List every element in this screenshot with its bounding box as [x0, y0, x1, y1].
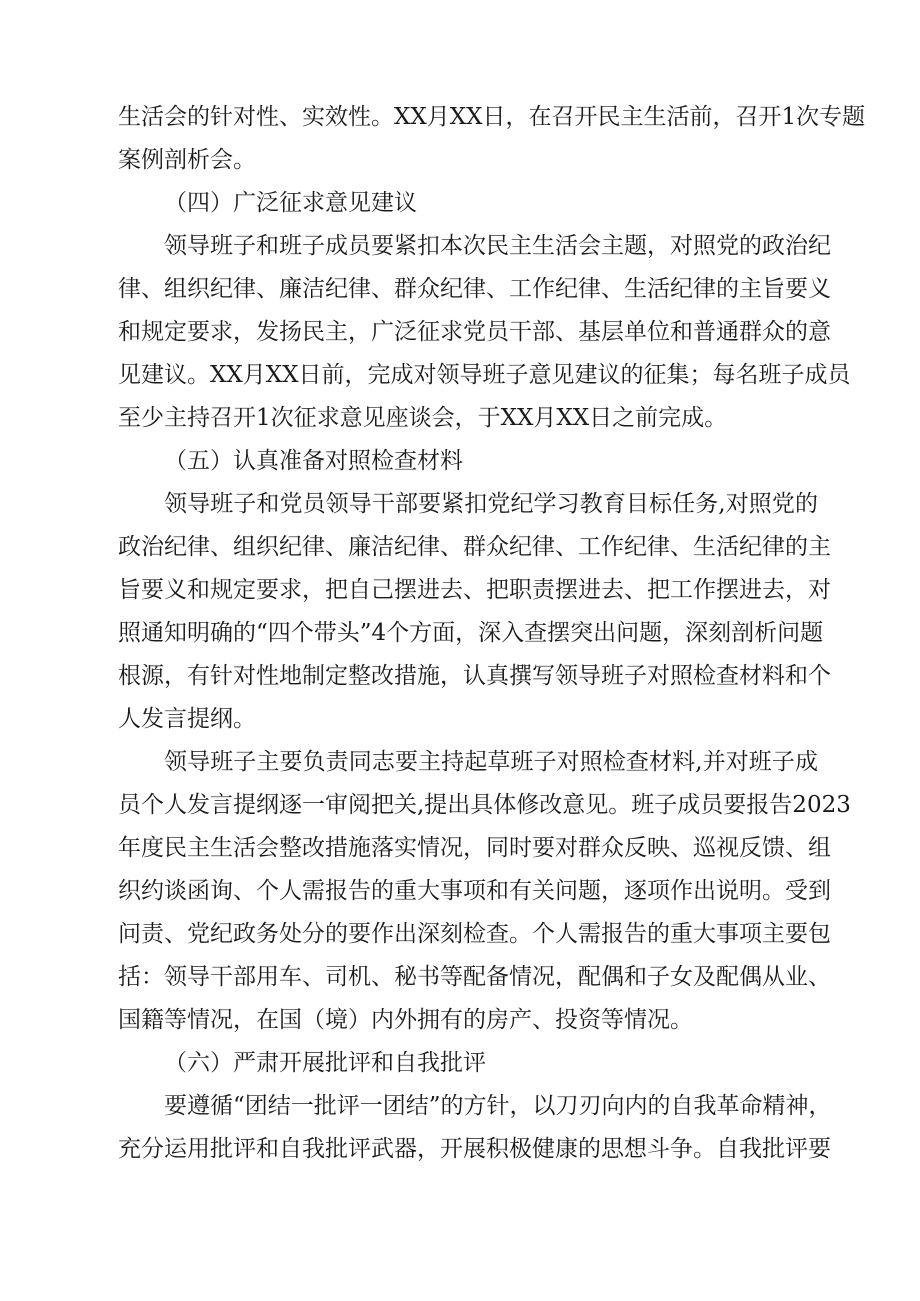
- body-line: 和规定要求，发扬民主，广泛征求党员干部、基层单位和普通群众的意: [118, 319, 831, 345]
- section-heading-4: （四）广泛征求意见建议: [164, 190, 417, 216]
- section-heading-6: （六）严肃开展批评和自我批评: [164, 1050, 486, 1076]
- body-line: 问责、党纪政务处分的要作出深刻检查。个人需报告的重大事项主要包: [118, 921, 831, 947]
- body-line: 至少主持召开1次征求意见座谈会，于XX月XX日之前完成。: [118, 405, 728, 431]
- body-line: 织约谈函询、个人需报告的重大事项和有关问题，逐项作出说明。受到: [118, 878, 831, 904]
- body-line: 员个人发言提纲逐一审阅把关,提出具体修改意见。班子成员要报告2023: [118, 792, 851, 818]
- body-line: 要遵循“团结一批评一团结”的方针，以刀刃向内的自我革命精神，: [164, 1093, 832, 1119]
- body-line: 人发言提纲。: [118, 706, 256, 732]
- body-line: 旨要义和规定要求，把自己摆进去、把职责摆进去、把工作摆进去，对: [118, 577, 831, 603]
- body-line: 政治纪律、组织纪律、廉洁纪律、群众纪律、工作纪律、生活纪律的主: [118, 534, 831, 560]
- body-line: 案例剖析会。: [118, 147, 256, 173]
- section-heading-5: （五）认真准备对照检查材料: [164, 448, 463, 474]
- body-line: 根源，有针对性地制定整改措施，认真撰写领导班子对照检查材料和个: [118, 663, 831, 689]
- body-line: 充分运用批评和自我批评武器，开展积极健康的思想斗争。自我批评要: [118, 1136, 831, 1162]
- body-line: 国籍等情况，在国（境）内外拥有的房产、投资等情况。: [118, 1007, 693, 1033]
- body-line: 领导班子主要负责同志要主持起草班子对照检查材料,并对班子成: [164, 749, 818, 775]
- body-line: 照通知明确的“四个带头”4个方面，深入查摆突出问题，深刻剖析问题: [118, 620, 824, 646]
- body-line: 年度民主生活会整改措施落实情况，同时要对群众反映、巡视反馈、组: [118, 835, 831, 861]
- body-line: 律、组织纪律、廉洁纪律、群众纪律、工作纪律、生活纪律的主旨要义: [118, 276, 831, 302]
- body-line: 见建议。XX月XX日前，完成对领导班子意见建议的征集；每名班子成员: [118, 362, 851, 388]
- body-line: 领导班子和班子成员要紧扣本次民主生活会主题，对照党的政治纪: [164, 233, 831, 259]
- body-line: 生活会的针对性、实效性。XX月XX日，在召开民主生活前，召开1次专题: [118, 104, 866, 130]
- body-line: 括：领导干部用车、司机、秘书等配备情况，配偶和子女及配偶从业、: [118, 964, 831, 990]
- body-line: 领导班子和党员领导干部要紧扣党纪学习教育目标任务,对照党的: [164, 491, 818, 517]
